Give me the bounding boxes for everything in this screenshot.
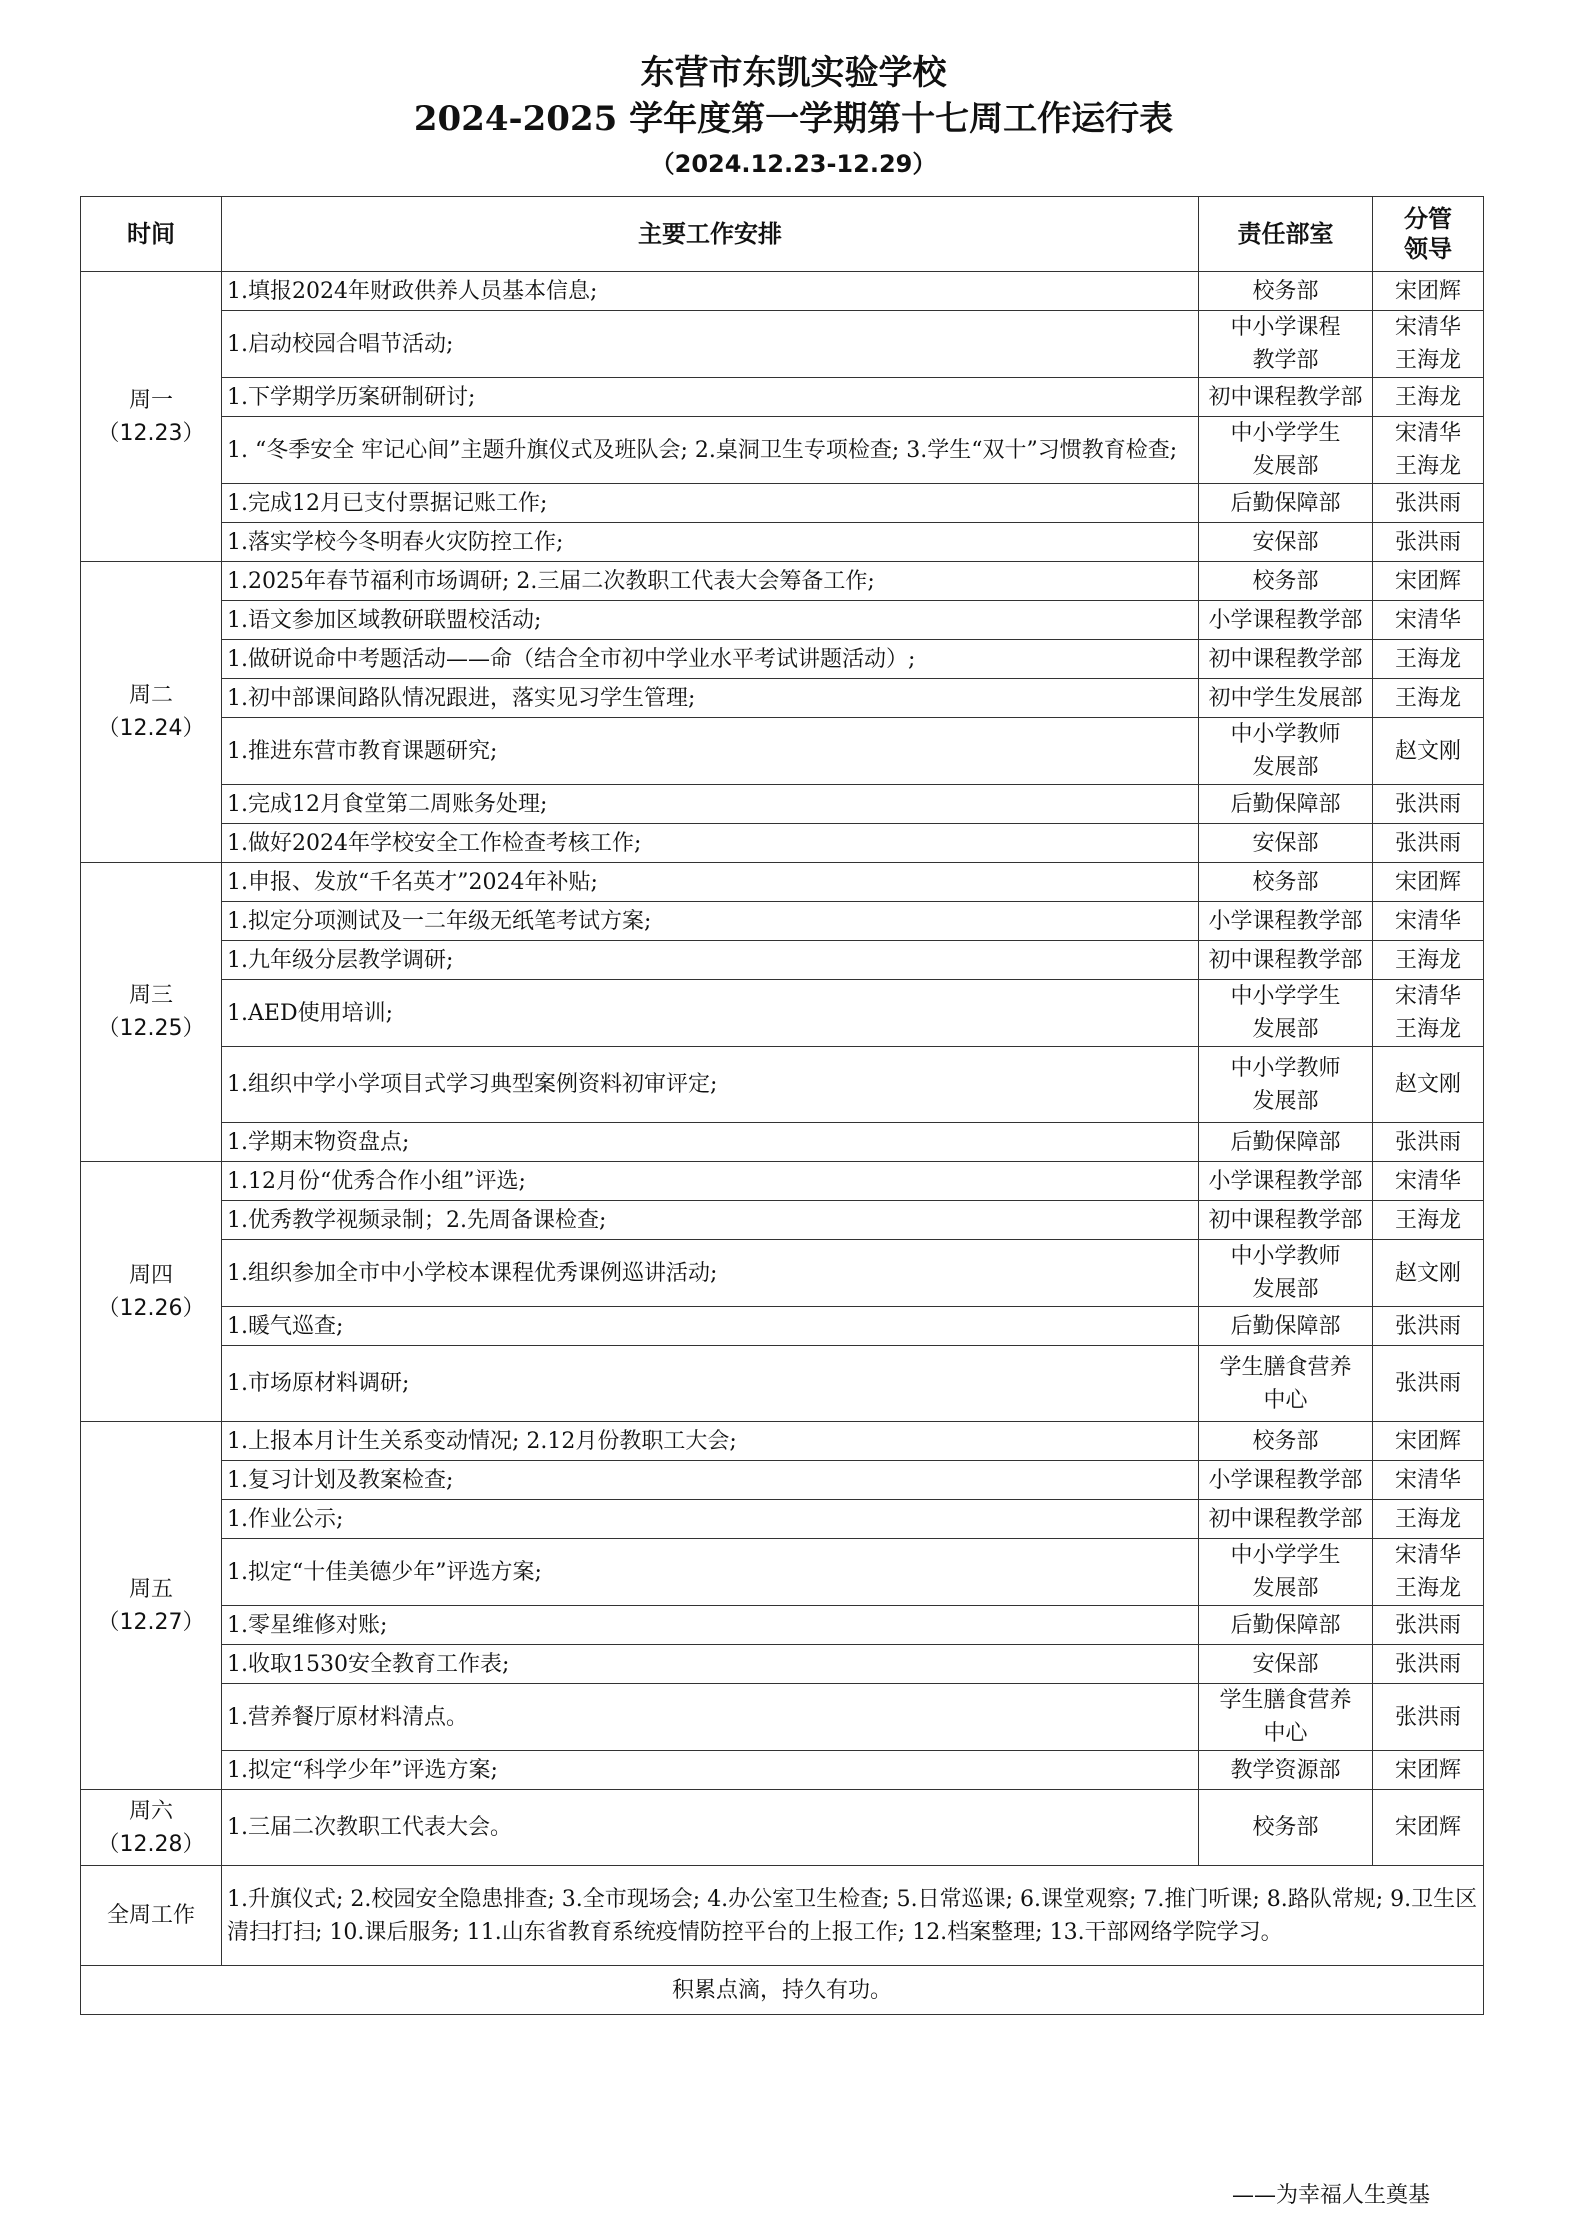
leader-cell bbox=[1373, 1461, 1484, 1500]
dept-line: 初中课程教学部 bbox=[1208, 1207, 1363, 1233]
leader-name: 张洪雨 bbox=[1394, 1313, 1461, 1339]
dept-cell bbox=[1199, 1606, 1373, 1645]
task-cell: 1.组织中学小学项目式学习典型案例资料初审评定; bbox=[222, 1047, 1199, 1123]
dept-cell bbox=[1199, 1461, 1373, 1500]
dept-line: 后勤保障部 bbox=[1230, 791, 1341, 817]
leader-name: 宋团辉 bbox=[1394, 1815, 1461, 1840]
task-cell: 1.学期末物资盘点; bbox=[222, 1123, 1199, 1162]
leader-name: 宋团辉 bbox=[1394, 568, 1461, 594]
dept-cell bbox=[1199, 863, 1373, 902]
task-cell: 1.12月份“优秀合作小组”评选; bbox=[222, 1162, 1199, 1201]
dept-line: 小学课程教学部 bbox=[1208, 1168, 1363, 1194]
table-row bbox=[81, 1539, 1484, 1606]
table-row bbox=[81, 1751, 1484, 1790]
day-cell bbox=[81, 863, 222, 1162]
leader-name: 王海龙 bbox=[1394, 685, 1461, 711]
dept-cell bbox=[1199, 1539, 1373, 1606]
leader-cell bbox=[1373, 378, 1484, 417]
all-week-row bbox=[81, 1866, 1484, 1966]
table-row bbox=[81, 1500, 1484, 1539]
day-cell bbox=[81, 1790, 222, 1866]
leader-name: 宋清华 bbox=[1394, 315, 1461, 340]
leader-cell bbox=[1373, 1684, 1484, 1751]
dept-cell bbox=[1199, 824, 1373, 863]
leader-name: 张洪雨 bbox=[1394, 791, 1461, 817]
leader-name: 宋清华 bbox=[1394, 1467, 1461, 1493]
dept-line: 发展部 bbox=[1252, 1576, 1319, 1601]
task-cell: 1.做研说命中考题活动——命（结合全市初中学业水平考试讲题活动）; bbox=[222, 640, 1199, 679]
leader-cell bbox=[1373, 562, 1484, 601]
table-row bbox=[81, 1162, 1484, 1201]
leader-name: 王海龙 bbox=[1394, 1207, 1461, 1233]
column-header-leader-line1: 分管 bbox=[1404, 205, 1452, 233]
dept-line: 中小学学生 bbox=[1230, 421, 1341, 446]
day-name: 周五 bbox=[128, 1576, 173, 1602]
column-header-tasks: 主要工作安排 bbox=[222, 197, 1199, 272]
dept-line: 安保部 bbox=[1252, 830, 1319, 856]
leader-cell bbox=[1373, 1751, 1484, 1790]
day-date: （12.23） bbox=[97, 420, 205, 446]
task-cell: 1.完成12月食堂第二周账务处理; bbox=[222, 785, 1199, 824]
task-cell: 1.初中部课间路队情况跟进，落实见习学生管理; bbox=[222, 679, 1199, 718]
leader-name: 宋清华 bbox=[1394, 1543, 1461, 1568]
dept-cell bbox=[1199, 1684, 1373, 1751]
day-name: 周三 bbox=[128, 983, 173, 1008]
task-cell: 1.优秀教学视频录制；2.先周备课检查; bbox=[222, 1201, 1199, 1240]
leader-cell bbox=[1373, 863, 1484, 902]
task-cell: 1.九年级分层教学调研; bbox=[222, 941, 1199, 980]
all-week-label: 全周工作 bbox=[81, 1866, 222, 1966]
weekly-schedule-table bbox=[80, 196, 1484, 2015]
dept-line: 校务部 bbox=[1252, 869, 1319, 895]
dept-line: 安保部 bbox=[1252, 1651, 1319, 1677]
dept-line: 中小学教师 bbox=[1230, 722, 1341, 747]
day-date: （12.26） bbox=[97, 1295, 205, 1321]
table-row bbox=[81, 824, 1484, 863]
leader-cell bbox=[1373, 417, 1484, 484]
leader-cell bbox=[1373, 1606, 1484, 1645]
dept-line: 中小学教师 bbox=[1230, 1055, 1341, 1081]
task-cell: 1.市场原材料调研; bbox=[222, 1346, 1199, 1422]
school-name: 东营市东凯实验学校 bbox=[640, 53, 947, 93]
leader-cell bbox=[1373, 1500, 1484, 1539]
task-cell: 1.语文参加区域教研联盟校活动; bbox=[222, 601, 1199, 640]
leader-name: 宋清华 bbox=[1394, 908, 1461, 934]
leader-cell bbox=[1373, 1422, 1484, 1461]
table-row bbox=[81, 941, 1484, 980]
task-cell: 1.收取1530安全教育工作表; bbox=[222, 1645, 1199, 1684]
task-cell: 1.暖气巡查; bbox=[222, 1307, 1199, 1346]
table-row bbox=[81, 272, 1484, 311]
task-cell: 1.拟定分项测试及一二年级无纸笔考试方案; bbox=[222, 902, 1199, 941]
task-cell: 1. “冬季安全 牢记心间”主题升旗仪式及班队会; 2.桌洞卫生专项检查; 3.学生“双十”习惯教育检查; bbox=[222, 417, 1199, 484]
table-row bbox=[81, 679, 1484, 718]
dept-line: 校务部 bbox=[1252, 278, 1319, 304]
leader-cell bbox=[1373, 601, 1484, 640]
task-cell: 1.作业公示; bbox=[222, 1500, 1199, 1539]
leader-name: 王海龙 bbox=[1394, 454, 1461, 479]
table-row bbox=[81, 1606, 1484, 1645]
leader-cell bbox=[1373, 1162, 1484, 1201]
table-row bbox=[81, 785, 1484, 824]
schedule-body bbox=[81, 272, 1484, 1866]
dept-line: 中小学课程 bbox=[1230, 315, 1341, 340]
dept-line: 初中课程教学部 bbox=[1208, 646, 1363, 672]
leader-name: 赵文刚 bbox=[1394, 1072, 1461, 1097]
task-cell: 1.拟定“科学少年”评选方案; bbox=[222, 1751, 1199, 1790]
dept-line: 后勤保障部 bbox=[1230, 1129, 1341, 1155]
dept-cell bbox=[1199, 1201, 1373, 1240]
leader-cell bbox=[1373, 1047, 1484, 1123]
document-header bbox=[0, 50, 1587, 186]
dept-cell bbox=[1199, 1790, 1373, 1866]
task-cell: 1.2025年春节福利市场调研; 2.三届二次教职工代表大会筹备工作; bbox=[222, 562, 1199, 601]
dept-line: 中心 bbox=[1263, 1387, 1308, 1413]
dept-line: 校务部 bbox=[1252, 568, 1319, 594]
leader-name: 王海龙 bbox=[1394, 348, 1461, 373]
leader-name: 张洪雨 bbox=[1394, 830, 1461, 856]
task-cell: 1.复习计划及教案检查; bbox=[222, 1461, 1199, 1500]
leader-name: 宋团辉 bbox=[1394, 278, 1461, 304]
day-cell bbox=[81, 1422, 222, 1790]
day-name: 周四 bbox=[128, 1262, 173, 1288]
task-cell: 1.组织参加全市中小学校本课程优秀课例巡讲活动; bbox=[222, 1240, 1199, 1307]
leader-name: 宋团辉 bbox=[1394, 869, 1461, 895]
table-row bbox=[81, 1645, 1484, 1684]
day-cell bbox=[81, 1162, 222, 1422]
task-cell: 1.做好2024年学校安全工作检查考核工作; bbox=[222, 824, 1199, 863]
dept-cell bbox=[1199, 1500, 1373, 1539]
task-cell: 1.上报本月计生关系变动情况; 2.12月份教职工大会; bbox=[222, 1422, 1199, 1461]
leader-cell bbox=[1373, 1123, 1484, 1162]
table-row bbox=[81, 1307, 1484, 1346]
day-cell bbox=[81, 272, 222, 562]
leader-name: 宋清华 bbox=[1394, 1168, 1461, 1194]
dept-line: 发展部 bbox=[1252, 454, 1319, 479]
day-date: （12.28） bbox=[97, 1831, 205, 1857]
dept-cell bbox=[1199, 902, 1373, 941]
table-row bbox=[81, 311, 1484, 378]
motto: 积累点滴，持久有功。 bbox=[81, 1966, 1484, 2015]
dept-cell bbox=[1199, 980, 1373, 1047]
leader-cell bbox=[1373, 980, 1484, 1047]
table-row bbox=[81, 902, 1484, 941]
leader-cell bbox=[1373, 484, 1484, 523]
table-row bbox=[81, 1790, 1484, 1866]
table-row bbox=[81, 562, 1484, 601]
dept-cell bbox=[1199, 1162, 1373, 1201]
table-row bbox=[81, 863, 1484, 902]
leader-cell bbox=[1373, 679, 1484, 718]
day-name: 周二 bbox=[128, 683, 173, 708]
dept-cell bbox=[1199, 523, 1373, 562]
table-row bbox=[81, 378, 1484, 417]
task-cell: 1.完成12月已支付票据记账工作; bbox=[222, 484, 1199, 523]
leader-name: 宋清华 bbox=[1394, 421, 1461, 446]
leader-cell bbox=[1373, 785, 1484, 824]
task-cell: 1.营养餐厅原材料清点。 bbox=[222, 1684, 1199, 1751]
dept-line: 教学资源部 bbox=[1230, 1757, 1341, 1783]
dept-line: 后勤保障部 bbox=[1230, 1612, 1341, 1638]
dept-cell bbox=[1199, 378, 1373, 417]
dept-line: 教学部 bbox=[1252, 348, 1319, 373]
table-row bbox=[81, 417, 1484, 484]
task-cell: 1.三届二次教职工代表大会。 bbox=[222, 1790, 1199, 1866]
task-cell: 1.填报2024年财政供养人员基本信息; bbox=[222, 272, 1199, 311]
leader-name: 张洪雨 bbox=[1394, 1129, 1461, 1155]
dept-cell bbox=[1199, 785, 1373, 824]
leader-name: 宋团辉 bbox=[1394, 1757, 1461, 1783]
leader-cell bbox=[1373, 1240, 1484, 1307]
table-row bbox=[81, 1422, 1484, 1461]
table-row bbox=[81, 1201, 1484, 1240]
dept-line: 发展部 bbox=[1252, 1017, 1319, 1042]
dept-line: 校务部 bbox=[1252, 1428, 1319, 1454]
dept-cell bbox=[1199, 1422, 1373, 1461]
dept-line: 小学课程教学部 bbox=[1208, 1467, 1363, 1493]
leader-cell bbox=[1373, 1307, 1484, 1346]
dept-line: 初中课程教学部 bbox=[1208, 947, 1363, 973]
table-row bbox=[81, 523, 1484, 562]
dept-cell bbox=[1199, 1645, 1373, 1684]
leader-cell bbox=[1373, 1201, 1484, 1240]
dept-cell bbox=[1199, 1123, 1373, 1162]
leader-name: 宋清华 bbox=[1394, 984, 1461, 1009]
dept-line: 初中课程教学部 bbox=[1208, 384, 1363, 410]
column-header-leader-line2: 领导 bbox=[1404, 235, 1452, 263]
dept-line: 初中学生发展部 bbox=[1208, 685, 1363, 711]
task-cell: 1.AED使用培训; bbox=[222, 980, 1199, 1047]
dept-cell bbox=[1199, 679, 1373, 718]
day-date: （12.24） bbox=[97, 716, 205, 741]
table-row bbox=[81, 640, 1484, 679]
column-header-leader bbox=[1373, 197, 1484, 272]
table-row bbox=[81, 1047, 1484, 1123]
leader-cell bbox=[1373, 1645, 1484, 1684]
dept-cell bbox=[1199, 1751, 1373, 1790]
table-row bbox=[81, 1684, 1484, 1751]
dept-cell bbox=[1199, 1307, 1373, 1346]
dept-line: 学生膳食营养 bbox=[1219, 1354, 1352, 1380]
dept-cell bbox=[1199, 1346, 1373, 1422]
table-row bbox=[81, 601, 1484, 640]
motto-row bbox=[81, 1966, 1484, 2015]
dept-line: 后勤保障部 bbox=[1230, 490, 1341, 516]
dept-cell bbox=[1199, 941, 1373, 980]
leader-cell bbox=[1373, 311, 1484, 378]
leader-cell bbox=[1373, 1346, 1484, 1422]
leader-cell bbox=[1373, 1539, 1484, 1606]
dept-cell bbox=[1199, 601, 1373, 640]
table-header-row bbox=[81, 197, 1484, 272]
leader-name: 王海龙 bbox=[1394, 646, 1461, 672]
leader-name: 赵文刚 bbox=[1394, 738, 1461, 764]
leader-name: 王海龙 bbox=[1394, 384, 1461, 410]
leader-cell bbox=[1373, 272, 1484, 311]
dept-line: 后勤保障部 bbox=[1230, 1313, 1341, 1339]
dept-line: 小学课程教学部 bbox=[1208, 908, 1363, 934]
leader-name: 赵文刚 bbox=[1394, 1260, 1461, 1286]
leader-cell bbox=[1373, 941, 1484, 980]
dept-line: 发展部 bbox=[1252, 1277, 1319, 1302]
dept-line: 中小学学生 bbox=[1230, 984, 1341, 1009]
dept-cell bbox=[1199, 1240, 1373, 1307]
leader-name: 张洪雨 bbox=[1394, 490, 1461, 516]
dept-line: 安保部 bbox=[1252, 529, 1319, 555]
dept-line: 初中课程教学部 bbox=[1208, 1506, 1363, 1532]
dept-line: 发展部 bbox=[1252, 755, 1319, 780]
leader-name: 王海龙 bbox=[1394, 947, 1461, 973]
leader-name: 张洪雨 bbox=[1394, 1612, 1461, 1638]
day-name: 周六 bbox=[128, 1798, 173, 1824]
dept-line: 中小学学生 bbox=[1230, 1543, 1341, 1568]
day-date: （12.25） bbox=[97, 1016, 205, 1041]
document-title: 2024-2025 学年度第一学期第十七周工作运行表 bbox=[413, 99, 1174, 139]
task-cell: 1.拟定“十佳美德少年”评选方案; bbox=[222, 1539, 1199, 1606]
table-row bbox=[81, 980, 1484, 1047]
all-week-tasks: 1.升旗仪式; 2.校园安全隐患排查; 3.全市现场会; 4.办公室卫生检查; 5.日常巡课; 6.课堂观察; 7.推门听课; 8.路队常规; 9.卫生区清扫打扫; 10.课后服务; 11.山东省教育系统疫情防控平台的上报工作; 12.档案整理; 13.干部网络学院学习。 bbox=[222, 1866, 1484, 1966]
dept-cell bbox=[1199, 1047, 1373, 1123]
dept-cell bbox=[1199, 311, 1373, 378]
dept-cell bbox=[1199, 272, 1373, 311]
dept-line: 中心 bbox=[1263, 1721, 1308, 1746]
leader-cell bbox=[1373, 640, 1484, 679]
table-row bbox=[81, 1346, 1484, 1422]
dept-cell bbox=[1199, 718, 1373, 785]
leader-name: 王海龙 bbox=[1394, 1506, 1461, 1532]
leader-cell bbox=[1373, 824, 1484, 863]
table-row bbox=[81, 484, 1484, 523]
leader-cell bbox=[1373, 523, 1484, 562]
task-cell: 1.推进东营市教育课题研究; bbox=[222, 718, 1199, 785]
leader-name: 王海龙 bbox=[1394, 1576, 1461, 1601]
table-row bbox=[81, 1123, 1484, 1162]
date-range: （2024.12.23-12.29） bbox=[650, 150, 937, 178]
table-row bbox=[81, 1461, 1484, 1500]
leader-name: 王海龙 bbox=[1394, 1017, 1461, 1042]
leader-name: 张洪雨 bbox=[1394, 1651, 1461, 1677]
dept-line: 中小学教师 bbox=[1230, 1244, 1341, 1269]
task-cell: 1.下学期学历案研制研讨; bbox=[222, 378, 1199, 417]
dept-cell bbox=[1199, 562, 1373, 601]
dept-cell bbox=[1199, 417, 1373, 484]
column-header-time: 时间 bbox=[81, 197, 222, 272]
day-cell bbox=[81, 562, 222, 863]
leader-cell bbox=[1373, 1790, 1484, 1866]
leader-name: 宋团辉 bbox=[1394, 1428, 1461, 1454]
footer-slogan: ——为幸福人生奠基 bbox=[1231, 2183, 1430, 2208]
day-date: （12.27） bbox=[97, 1609, 205, 1635]
leader-name: 张洪雨 bbox=[1394, 529, 1461, 555]
dept-cell bbox=[1199, 484, 1373, 523]
task-cell: 1.落实学校今冬明春火灾防控工作; bbox=[222, 523, 1199, 562]
dept-line: 小学课程教学部 bbox=[1208, 607, 1363, 633]
dept-line: 学生膳食营养 bbox=[1219, 1688, 1352, 1713]
table-row bbox=[81, 1240, 1484, 1307]
leader-cell bbox=[1373, 902, 1484, 941]
task-cell: 1.申报、发放“千名英才”2024年补贴; bbox=[222, 863, 1199, 902]
task-cell: 1.启动校园合唱节活动; bbox=[222, 311, 1199, 378]
dept-line: 发展部 bbox=[1252, 1088, 1319, 1114]
task-cell: 1.零星维修对账; bbox=[222, 1606, 1199, 1645]
leader-name: 张洪雨 bbox=[1394, 1704, 1461, 1730]
leader-name: 张洪雨 bbox=[1394, 1371, 1461, 1396]
leader-cell bbox=[1373, 718, 1484, 785]
table-row bbox=[81, 718, 1484, 785]
dept-cell bbox=[1199, 640, 1373, 679]
dept-line: 校务部 bbox=[1252, 1815, 1319, 1840]
leader-name: 宋清华 bbox=[1394, 607, 1461, 633]
column-header-dept: 责任部室 bbox=[1199, 197, 1373, 272]
day-name: 周一 bbox=[128, 387, 173, 413]
